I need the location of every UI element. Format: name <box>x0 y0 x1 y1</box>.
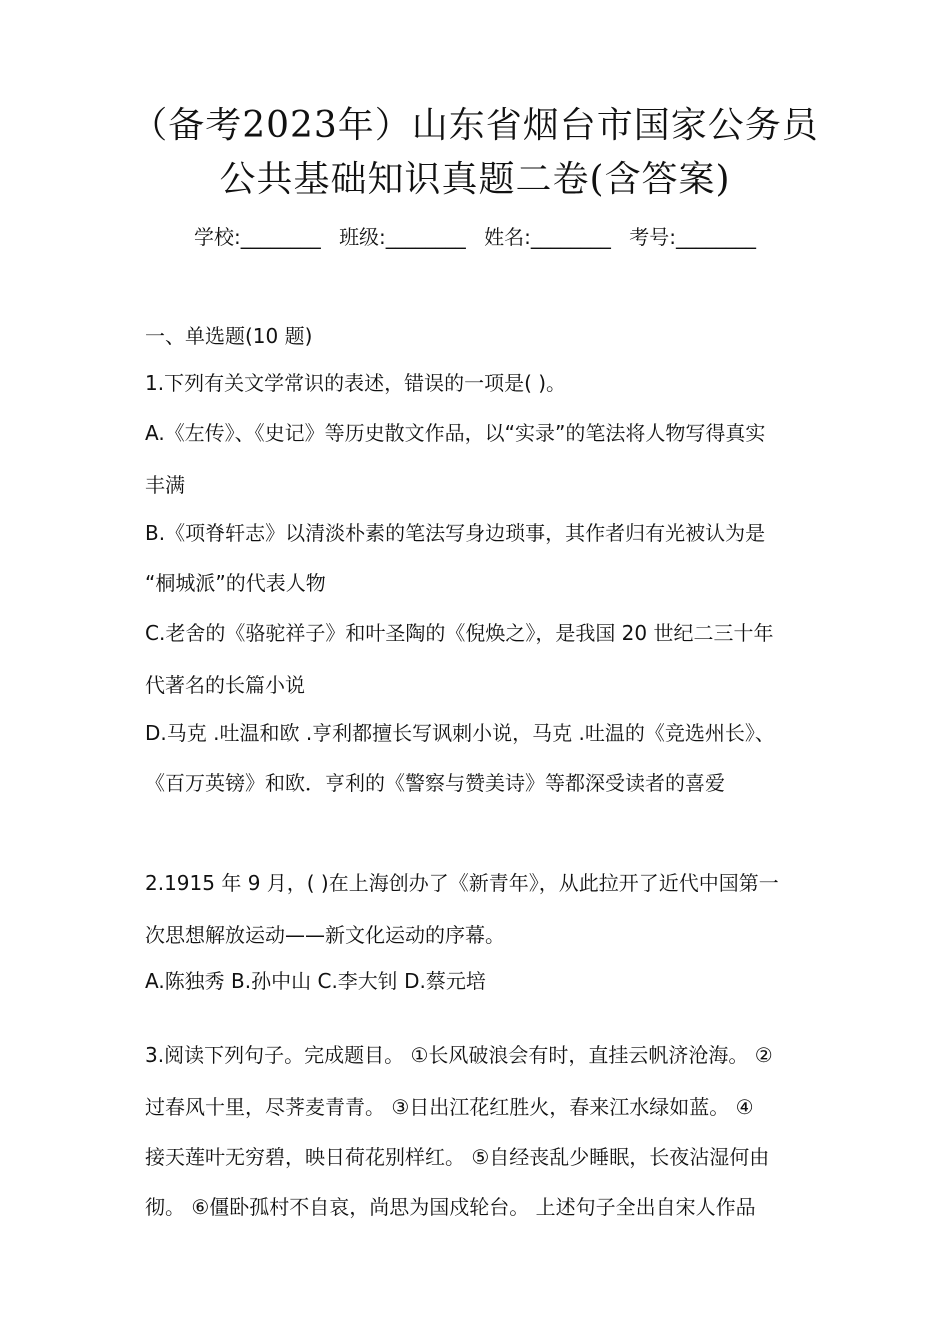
page-title-line-2: 公共基础知识真题二卷(含答案) <box>219 159 731 200</box>
q2-options: A.陈独秀 B.孙中山 C.李大钊 D.蔡元培 <box>145 969 486 993</box>
q1-option-a-line1: A.《左传》、《史记》等历史散文作品，以“实录”的笔法将人物写得真实 <box>145 421 766 445</box>
q3-line1: 3.阅读下列句子。完成题目。 ①长风破浪会有时，直挂云帆济沧海。 ② <box>145 1043 773 1067</box>
q1-stem: 1.下列有关文学常识的表述，错误的一项是( )。 <box>145 371 567 395</box>
q1-option-a-line2: 丰满 <box>145 473 185 497</box>
page-title-line-1: （备考2023年）山东省烟台市国家公务员 <box>131 105 819 146</box>
school-field: 学校:________ <box>193 225 321 249</box>
q2-stem-line1: 2.1915 年 9 月，( )在上海创办了《新青年》，从此拉开了近代中国第一 <box>145 871 779 895</box>
student-info-row <box>60 222 890 252</box>
q3-line2: 过春风十里，尽荠麦青青。 ③日出江花红胜火，春来江水绿如蓝。 ④ <box>145 1095 754 1119</box>
section-heading: 一、单选题(10 题) <box>145 324 313 348</box>
q3-line3: 接天莲叶无穷碧，映日荷花别样红。 ⑤自经丧乱少睡眠，长夜沾湿何由 <box>145 1145 770 1169</box>
name-field: 姓名:________ <box>484 225 611 249</box>
q3-line4: 彻。 ⑥僵卧孤村不自哀，尚思为国戍轮台。 上述句子全出自宋人作品 <box>145 1195 756 1219</box>
q1-option-c-line1: C.老舍的《骆驼祥子》和叶圣陶的《倪焕之》，是我国 20 世纪二三十年 <box>145 621 774 645</box>
q1-option-d-line1: D.马克 .吐温和欧 .亨利都擅长写讽刺小说，马克 .吐温的《竞选州长》、 <box>145 721 775 745</box>
q1-option-d-line2: 《百万英镑》和欧．亨利的《警察与赞美诗》等都深受读者的喜爱 <box>145 771 725 795</box>
q2-stem-line2: 次思想解放运动——新文化运动的序幕。 <box>145 923 505 947</box>
class-field: 班级:________ <box>339 225 466 249</box>
exam-number-field: 考号:________ <box>629 225 757 249</box>
q1-option-c-line2: 代著名的长篇小说 <box>145 673 305 697</box>
q1-option-b-line1: B.《项脊轩志》以清淡朴素的笔法写身边琐事，其作者归有光被认为是 <box>145 521 766 545</box>
q1-option-b-line2: “桐城派”的代表人物 <box>145 571 326 595</box>
